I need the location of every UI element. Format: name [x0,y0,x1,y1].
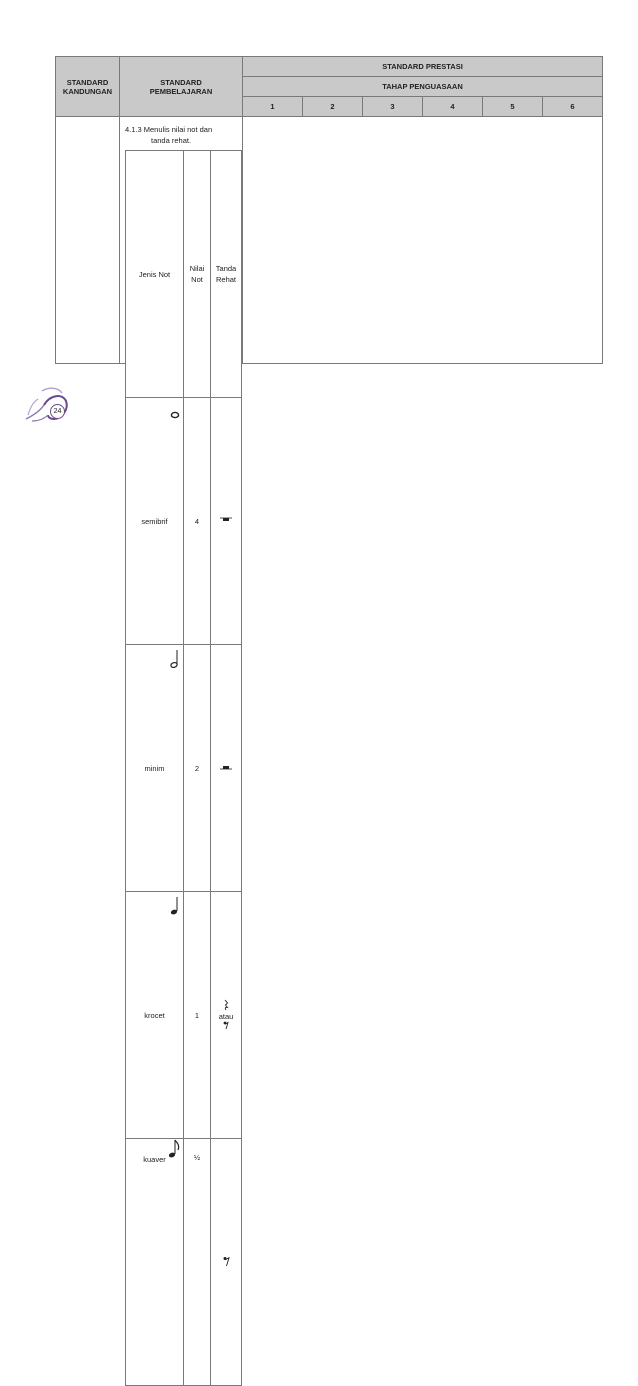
learning-standard-text: 4.1.3 Menulis nilai not dan tanda rehat. [125,125,213,145]
content-standard-cell [56,117,120,364]
note-name-cell [126,398,184,645]
eighth-note-icon [168,1139,180,1159]
header-standard-pembelajaran: STANDARD PEMBELAJARAN [120,57,243,117]
level-4: 4 [423,97,483,117]
page-number: 24 [50,404,65,419]
rest-cell [211,892,242,1139]
crotchet-rest-alt-icon [223,1021,229,1029]
rest-cell [211,645,242,892]
header-standard-kandungan: STANDARD KANDUNGAN [56,57,120,117]
note-value: 2 [184,645,211,892]
note-name: minim [144,763,165,773]
whole-note-icon [170,411,180,419]
minim-rest-icon [220,763,232,771]
table-row [126,645,242,892]
semibreve-rest-icon [220,516,232,524]
rest-cell [211,1139,242,1386]
table-row [126,1139,242,1386]
header-jenis-not: Jenis Not [126,151,184,398]
note-name-cell [126,892,184,1139]
level-3: 3 [363,97,423,117]
note-value: 4 [184,398,211,645]
note-name: semibrif [141,516,168,526]
level-2: 2 [303,97,363,117]
note-name: kuaver [143,1155,166,1164]
quaver-rest-icon [223,1256,230,1266]
performance-standard-body [243,117,603,364]
table-row [126,398,242,645]
learning-standard-cell [120,117,243,1164]
header-tanda-rehat: Tanda Rehat [211,151,242,398]
quarter-note-icon [170,896,180,916]
level-1: 1 [243,97,303,117]
level-6: 6 [543,97,603,117]
french-horn-icon [24,385,70,423]
rest-cell [211,398,242,645]
note-value-table [125,150,242,1386]
note-name: krocet [144,1010,165,1020]
note-value: 1 [184,892,211,1139]
level-5: 5 [483,97,543,117]
rest-alternative-label: atau [218,1011,234,1021]
header-tahap-penguasaan: TAHAP PENGUASAAN [243,77,603,97]
note-name-cell [126,645,184,892]
header-nilai-not: Nilai Not [184,151,211,398]
half-note-icon [170,649,180,669]
note-name-cell [126,1139,184,1386]
header-standard-prestasi: STANDARD PRESTASI [243,57,603,77]
note-value: ½ [184,1139,211,1386]
table-row [126,892,242,1139]
crotchet-rest-icon [223,1000,229,1010]
